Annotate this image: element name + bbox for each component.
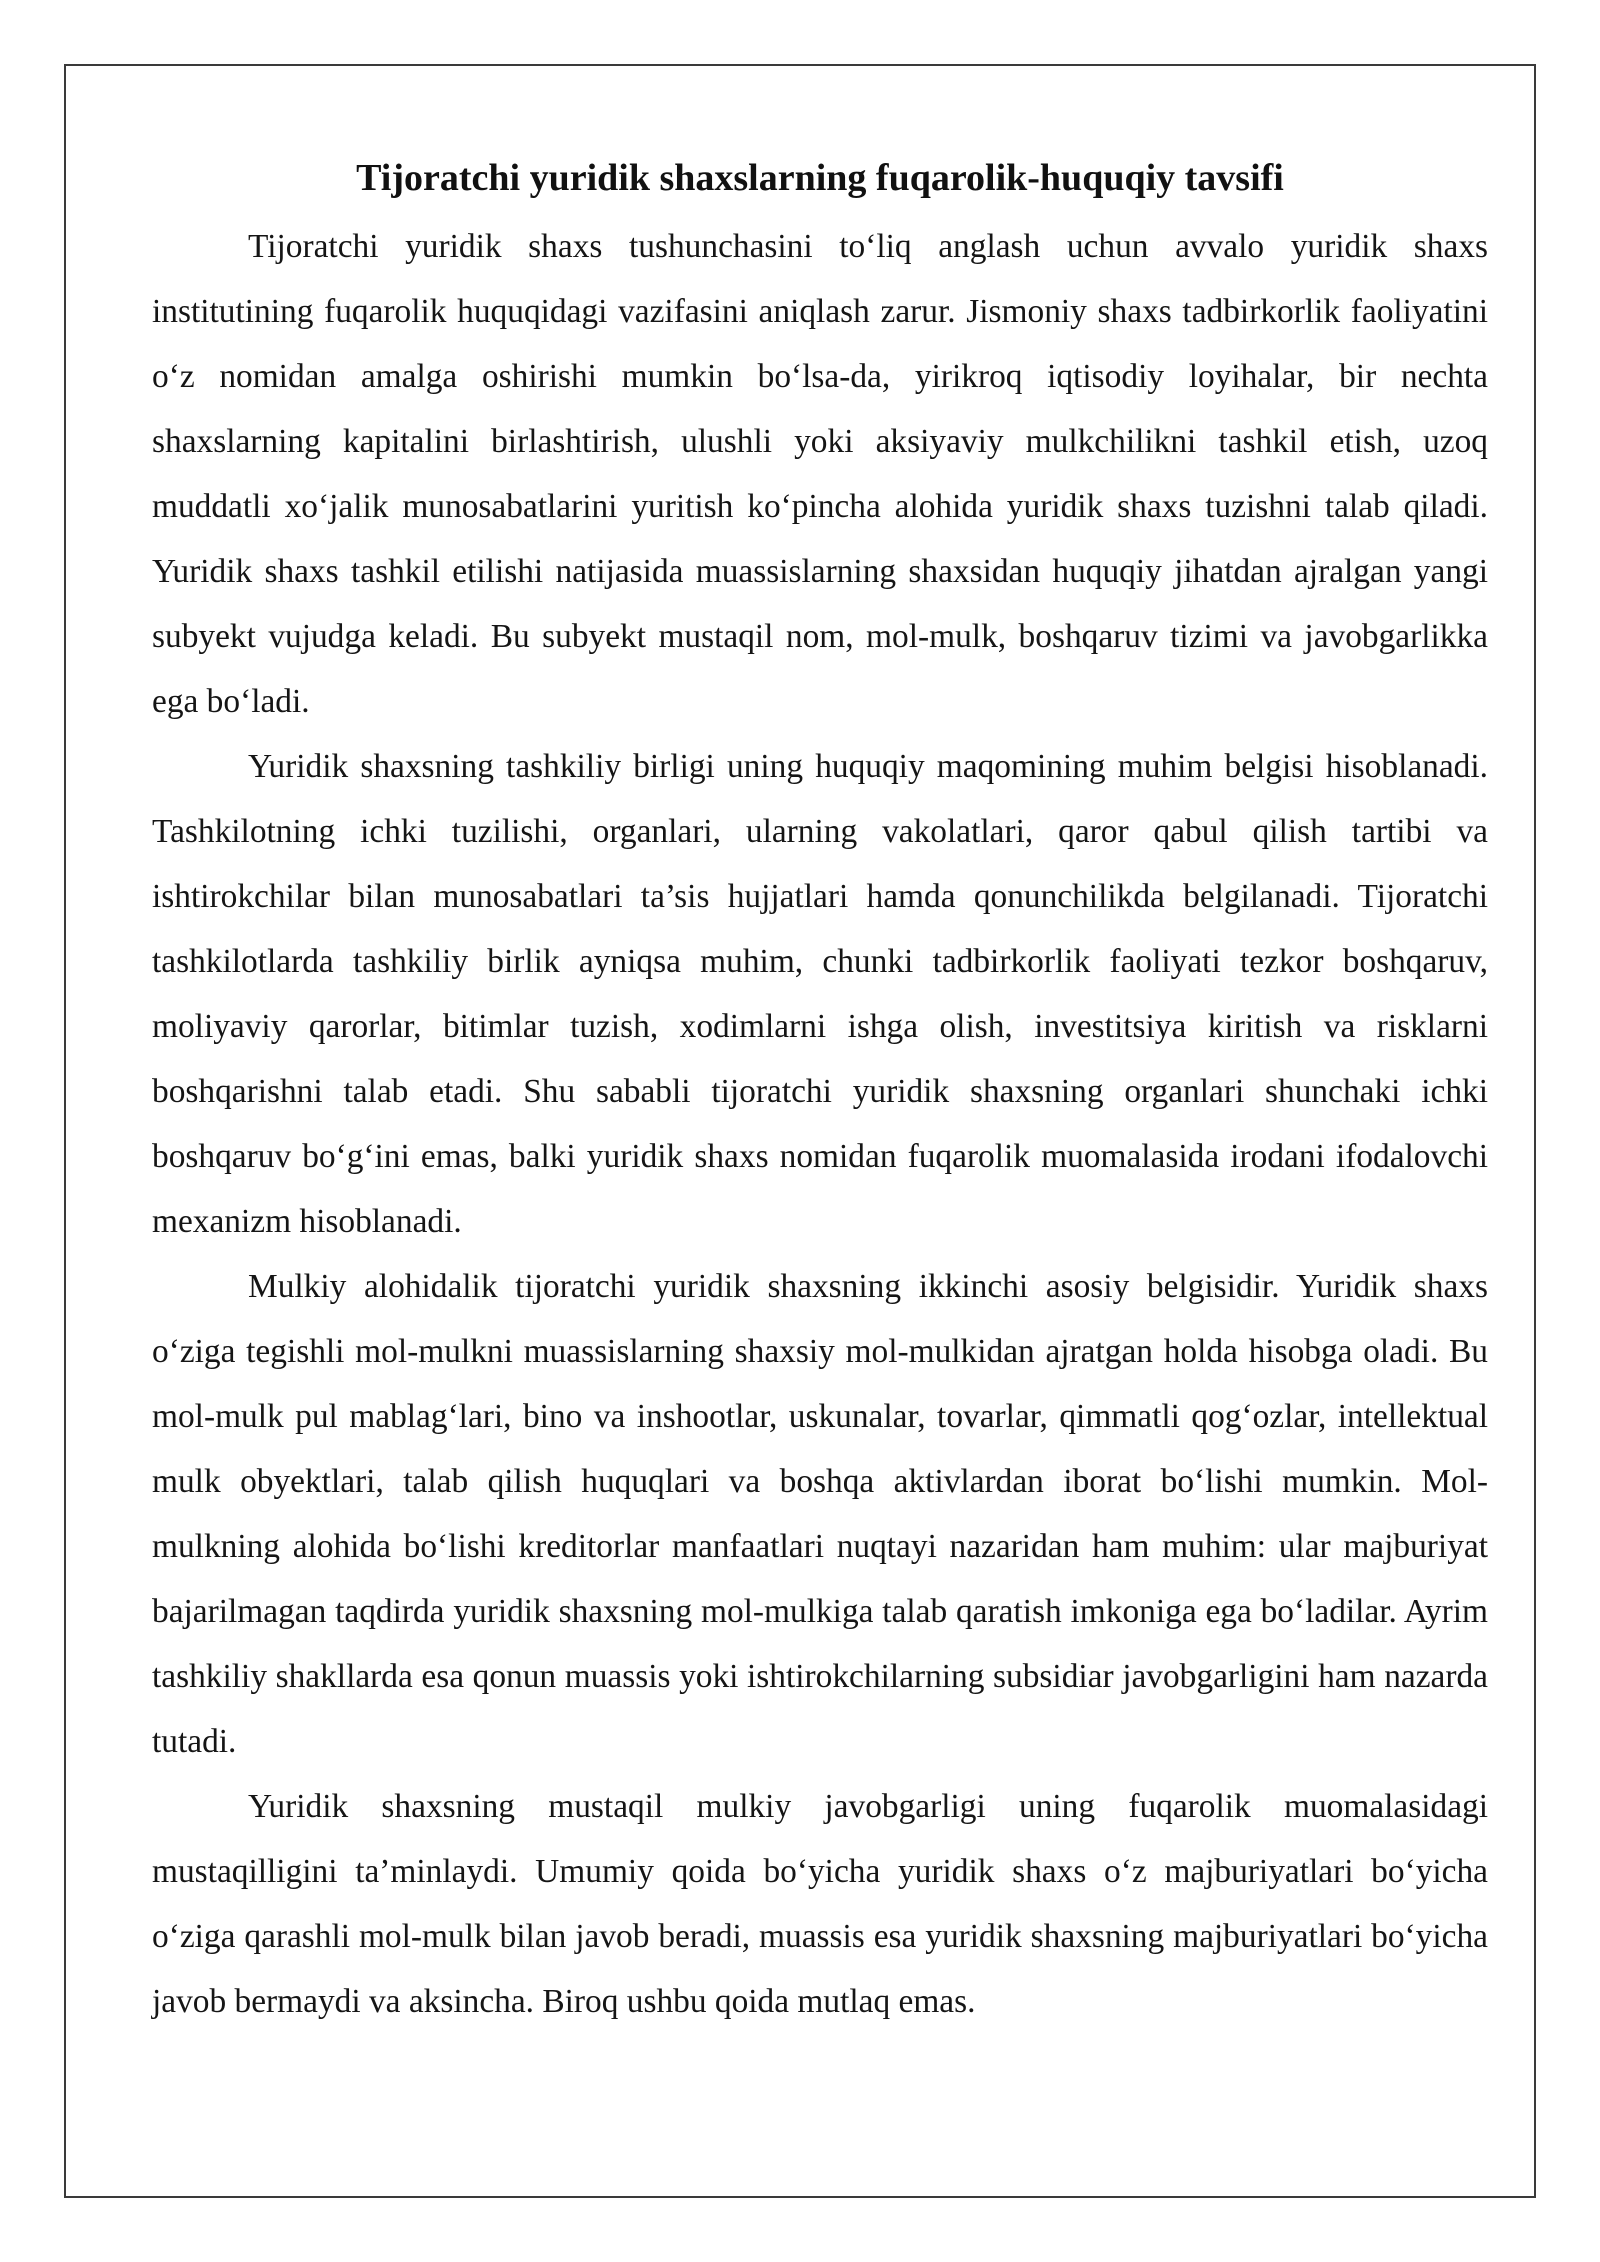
paragraph-2: Yuridik shaxsning tashkiliy birligi uning huquqiy maqomining muhim belgisi hisoblanadi. Tashkilotning ichki tuzilishi, organlari, ularning vakolatlari, qaror qabul qilish tartibi va ishtirokchilar bilan munosabatlari ta’sis hujjatlari hamda qonunchilikda belgilanadi. Tijoratchi tashkilotlarda tashkiliy birlik ayniqsa muhim, chunki tadbirkorlik faoliyati tezkor boshqaruv, moliyaviy qarorlar, bitimlar tuzish, xodimlarni ishga olish, investitsiya kiritish va risklarni boshqarishni talab etadi. Shu sababli tijoratchi yuridik shaxsning organlari shunchaki ichki boshqaruv bo‘g‘ini emas, balki yuridik shaxs nomidan fuqarolik muomalasida irodani ifodalovchi mexanizm hisoblanadi. [152,748,1488,1240]
paragraph-1: Tijoratchi yuridik shaxs tushunchasini to‘liq anglash uchun avvalo yuridik shaxs institutining fuqarolik huquqidagi vazifasini aniqlash zarur. Jismoniy shaxs tadbirkorlik faoliyatini o‘z nomidan amalga oshirishi mumkin bo‘lsa-da, yirikroq iqtisodiy loyihalar, bir nechta shaxslarning kapitalini birlashtirish, ulushli yoki aksiyaviy mulkchilikni tashkil etish, uzoq muddatli xo‘jalik munosabatlarini yuritish ko‘pincha alohida yuridik shaxs tuzishni talab qiladi. Yuridik shaxs tashkil etilishi natijasida muassislarning shaxsidan huquqiy jihatdan ajralgan yangi subyekt vujudga keladi. Bu subyekt mustaqil nom, mol-mulk, boshqaruv tizimi va javobgarlikka ega bo‘ladi. [152,228,1488,720]
document-body [152,150,1488,2034]
paragraph-4: Yuridik shaxsning mustaqil mulkiy javobgarligi uning fuqarolik muomalasidagi mustaqilligini ta’minlaydi. Umumiy qoida bo‘yicha yuridik shaxs o‘z majburiyatlari bo‘yicha o‘ziga qarashli mol-mulk bilan javob beradi, muassis esa yuridik shaxsning majburiyatlari bo‘yicha javob bermaydi va aksincha. Biroq ushbu qoida mutlaq emas. [152,1788,1488,2020]
paragraph-3: Mulkiy alohidalik tijoratchi yuridik shaxsning ikkinchi asosiy belgisidir. Yuridik shaxs o‘ziga tegishli mol-mulkni muassislarning shaxsiy mol-mulkidan ajratgan holda hisobga oladi. Bu mol-mulk pul mablag‘lari, bino va inshootlar, uskunalar, tovarlar, qimmatli qog‘ozlar, intellektual mulk obyektlari, talab qilish huquqlari va boshqa aktivlardan iborat bo‘lishi mumkin. Mol-mulkning alohida bo‘lishi kreditorlar manfaatlari nuqtayi nazaridan ham muhim: ular majburiyat bajarilmagan taqdirda yuridik shaxsning mol-mulkiga talab qaratish imkoniga ega bo‘ladilar. Ayrim tashkiliy shakllarda esa qonun muassis yoki ishtirokchilarning subsidiar javobgarligini ham nazarda tutadi. [152,1268,1488,1760]
document-title: Tijoratchi yuridik shaxslarning fuqarolik-huquqiy tavsifi [356,157,1284,199]
